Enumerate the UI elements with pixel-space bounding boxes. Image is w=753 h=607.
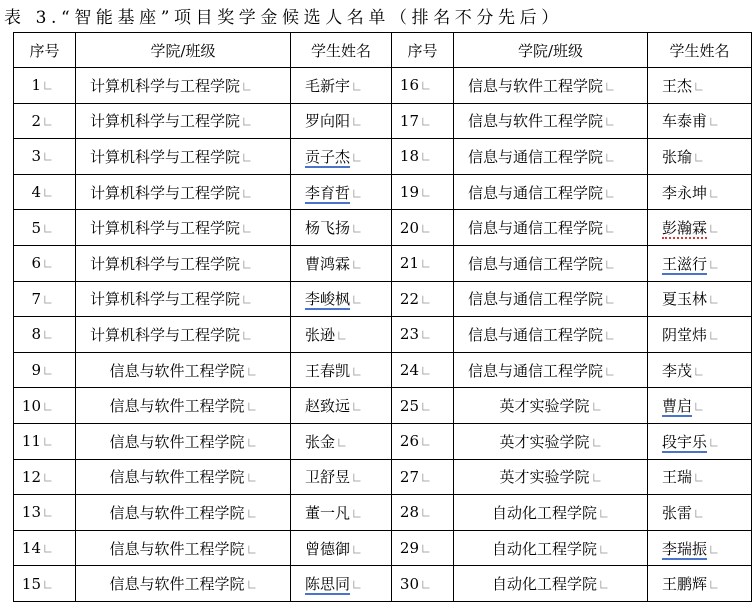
index-cell bbox=[14, 423, 76, 459]
cell-text: 信息与软件工程学院 bbox=[109, 468, 245, 487]
paragraph-mark-icon bbox=[423, 118, 430, 126]
college-cell bbox=[454, 139, 648, 175]
paragraph-mark-icon bbox=[45, 296, 52, 304]
cell-text: 24 bbox=[399, 361, 419, 380]
paragraph-mark-icon bbox=[607, 367, 614, 375]
paragraph-mark-icon bbox=[339, 438, 346, 446]
paragraph-mark-icon bbox=[607, 260, 614, 268]
college-cell bbox=[454, 281, 648, 317]
paragraph-mark-icon bbox=[45, 580, 52, 588]
cell-text: 计算机科学与工程学院 bbox=[90, 325, 241, 344]
cell-text: 陈思同 bbox=[305, 575, 351, 594]
paragraph-mark-icon bbox=[45, 118, 52, 126]
cell-text: 王滋行 bbox=[662, 254, 708, 273]
cell-text: 计算机科学与工程学院 bbox=[90, 254, 241, 273]
cell-text: 18 bbox=[399, 147, 419, 166]
college-cell bbox=[76, 423, 291, 459]
student-name-cell bbox=[648, 423, 752, 459]
cell-text: 贡子杰 bbox=[305, 147, 351, 166]
cell-text: 董一凡 bbox=[305, 503, 351, 522]
cell-text: 信息与通信工程学院 bbox=[468, 254, 604, 273]
paragraph-mark-icon bbox=[45, 153, 52, 161]
cell-text: 22 bbox=[399, 289, 419, 308]
paragraph-mark-icon bbox=[711, 260, 718, 268]
table-header-row bbox=[14, 33, 752, 68]
student-name-cell bbox=[648, 139, 752, 175]
paragraph-mark-icon bbox=[711, 296, 718, 304]
paragraph-mark-icon bbox=[244, 296, 251, 304]
index-cell bbox=[14, 245, 76, 281]
paragraph-mark-icon bbox=[601, 510, 608, 518]
paragraph-mark-icon bbox=[248, 581, 255, 589]
cell-text: 10 bbox=[21, 396, 41, 415]
cell-text: 张雷 bbox=[662, 503, 693, 522]
student-name-cell bbox=[291, 495, 392, 531]
paragraph-mark-icon bbox=[45, 473, 52, 481]
cell-text: 信息与软件工程学院 bbox=[468, 112, 604, 131]
paragraph-mark-icon bbox=[601, 581, 608, 589]
cell-text: 王杰 bbox=[662, 76, 693, 95]
paragraph-mark-icon bbox=[244, 260, 251, 268]
cell-text: 杨飞扬 bbox=[305, 219, 351, 238]
table-caption: 表 3.“智能基座”项目奖学金候选人名单（排名不分先后） bbox=[4, 8, 563, 28]
paragraph-mark-icon bbox=[244, 225, 251, 233]
paragraph-mark-icon bbox=[593, 438, 600, 446]
cell-text: 28 bbox=[399, 503, 419, 522]
paragraph-mark-icon bbox=[696, 474, 703, 482]
paragraph-mark-icon bbox=[423, 260, 430, 268]
cell-text: 14 bbox=[21, 539, 41, 558]
cell-text: 赵致远 bbox=[305, 397, 351, 416]
index-cell bbox=[14, 566, 76, 602]
cell-text: 阴堂炜 bbox=[662, 325, 708, 344]
cell-text: 计算机科学与工程学院 bbox=[90, 219, 241, 238]
cell-text: 26 bbox=[399, 432, 419, 451]
cell-text: 5 bbox=[31, 218, 41, 237]
cell-text: 信息与软件工程学院 bbox=[109, 503, 245, 522]
index-cell bbox=[392, 352, 454, 388]
college-cell bbox=[76, 352, 291, 388]
cell-text: 张金 bbox=[305, 432, 336, 451]
cell-text: 21 bbox=[399, 254, 419, 273]
college-cell bbox=[454, 352, 648, 388]
cell-text: 王春凯 bbox=[305, 361, 351, 380]
cell-text: 车泰甫 bbox=[662, 112, 708, 131]
college-cell bbox=[76, 103, 291, 139]
header-index: 序号 bbox=[14, 33, 76, 68]
cell-text: 夏玉林 bbox=[662, 290, 708, 309]
cell-text: 信息与软件工程学院 bbox=[109, 361, 245, 380]
cell-text: 信息与软件工程学院 bbox=[109, 539, 245, 558]
college-cell bbox=[76, 174, 291, 210]
paragraph-mark-icon bbox=[423, 331, 430, 339]
candidate-table bbox=[13, 32, 752, 602]
paragraph-mark-icon bbox=[423, 402, 430, 410]
paragraph-mark-icon bbox=[339, 332, 346, 340]
cell-text: 25 bbox=[399, 396, 419, 415]
cell-text: 曹鸿霖 bbox=[305, 254, 351, 273]
paragraph-mark-icon bbox=[45, 189, 52, 197]
cell-text: 李育哲 bbox=[305, 183, 351, 202]
index-cell bbox=[14, 103, 76, 139]
paragraph-mark-icon bbox=[607, 332, 614, 340]
cell-text: 3 bbox=[31, 147, 41, 166]
paragraph-mark-icon bbox=[593, 474, 600, 482]
student-name-cell bbox=[291, 245, 392, 281]
paragraph-mark-icon bbox=[711, 225, 718, 233]
cell-text: 李永坤 bbox=[662, 183, 708, 202]
cell-text: 王瑞 bbox=[662, 468, 693, 487]
cell-text: 信息与软件工程学院 bbox=[109, 432, 245, 451]
cell-text: 英才实验学院 bbox=[499, 468, 590, 487]
paragraph-mark-icon bbox=[45, 82, 52, 90]
student-name-cell bbox=[291, 530, 392, 566]
student-name-cell bbox=[291, 388, 392, 424]
table-row bbox=[14, 245, 752, 281]
paragraph-mark-icon bbox=[45, 260, 52, 268]
paragraph-mark-icon bbox=[45, 331, 52, 339]
paragraph-mark-icon bbox=[711, 118, 718, 126]
cell-text: 9 bbox=[31, 361, 41, 380]
student-name-cell bbox=[648, 317, 752, 353]
student-name-cell bbox=[648, 352, 752, 388]
paragraph-mark-icon bbox=[354, 367, 361, 375]
college-cell bbox=[76, 530, 291, 566]
college-cell bbox=[454, 317, 648, 353]
paragraph-mark-icon bbox=[244, 189, 251, 197]
cell-text: 曾德御 bbox=[305, 539, 351, 558]
college-cell bbox=[76, 388, 291, 424]
cell-text: 李瑞振 bbox=[662, 539, 708, 558]
cell-text: 自动化工程学院 bbox=[491, 575, 597, 594]
college-cell bbox=[76, 245, 291, 281]
cell-text: 计算机科学与工程学院 bbox=[90, 290, 241, 309]
table-row bbox=[14, 68, 752, 104]
header-index: 序号 bbox=[392, 33, 454, 68]
student-name-cell bbox=[648, 388, 752, 424]
paragraph-mark-icon bbox=[45, 509, 52, 517]
cell-text: 11 bbox=[21, 432, 41, 451]
paragraph-mark-icon bbox=[354, 296, 361, 304]
index-cell bbox=[14, 530, 76, 566]
index-cell bbox=[392, 103, 454, 139]
index-cell bbox=[392, 459, 454, 495]
cell-text: 30 bbox=[399, 574, 419, 593]
header-college: 学院/班级 bbox=[454, 33, 648, 68]
index-cell bbox=[392, 68, 454, 104]
paragraph-mark-icon bbox=[696, 510, 703, 518]
cell-text: 英才实验学院 bbox=[499, 397, 590, 416]
paragraph-mark-icon bbox=[607, 118, 614, 126]
paragraph-mark-icon bbox=[354, 260, 361, 268]
cell-text: 信息与通信工程学院 bbox=[468, 219, 604, 238]
cell-text: 2 bbox=[31, 111, 41, 130]
student-name-cell bbox=[648, 495, 752, 531]
cell-text: 张逊 bbox=[305, 325, 336, 344]
index-cell bbox=[14, 495, 76, 531]
paragraph-mark-icon bbox=[607, 296, 614, 304]
index-cell bbox=[392, 495, 454, 531]
cell-text: 8 bbox=[31, 325, 41, 344]
cell-text: 12 bbox=[21, 467, 41, 486]
student-name-cell bbox=[648, 68, 752, 104]
cell-text: 19 bbox=[399, 183, 419, 202]
student-name-cell bbox=[291, 68, 392, 104]
index-cell bbox=[392, 317, 454, 353]
student-name-cell bbox=[648, 530, 752, 566]
cell-text: 王鹏辉 bbox=[662, 575, 708, 594]
student-name-cell bbox=[648, 174, 752, 210]
college-cell bbox=[76, 281, 291, 317]
index-cell bbox=[14, 68, 76, 104]
paragraph-mark-icon bbox=[354, 154, 361, 162]
college-cell bbox=[76, 495, 291, 531]
paragraph-mark-icon bbox=[423, 224, 430, 232]
index-cell bbox=[14, 174, 76, 210]
paragraph-mark-icon bbox=[423, 545, 430, 553]
cell-text: 6 bbox=[31, 254, 41, 273]
cell-text: 信息与软件工程学院 bbox=[468, 76, 604, 95]
cell-text: 张瑜 bbox=[662, 147, 693, 166]
header-student-name: 学生姓名 bbox=[291, 33, 392, 68]
paragraph-mark-icon bbox=[248, 474, 255, 482]
college-cell bbox=[454, 103, 648, 139]
index-cell bbox=[392, 423, 454, 459]
student-name-cell bbox=[648, 566, 752, 602]
cell-text: 信息与软件工程学院 bbox=[109, 575, 245, 594]
paragraph-mark-icon bbox=[696, 154, 703, 162]
cell-text: 计算机科学与工程学院 bbox=[90, 183, 241, 202]
cell-text: 计算机科学与工程学院 bbox=[90, 112, 241, 131]
cell-text: 曹启 bbox=[662, 397, 693, 416]
index-cell bbox=[14, 388, 76, 424]
table-row bbox=[14, 566, 752, 602]
student-name-cell bbox=[291, 174, 392, 210]
paragraph-mark-icon bbox=[354, 118, 361, 126]
paragraph-mark-icon bbox=[711, 581, 718, 589]
paragraph-mark-icon bbox=[45, 438, 52, 446]
paragraph-mark-icon bbox=[244, 332, 251, 340]
paragraph-mark-icon bbox=[607, 82, 614, 90]
college-cell bbox=[76, 139, 291, 175]
table-row bbox=[14, 174, 752, 210]
college-cell bbox=[76, 459, 291, 495]
paragraph-mark-icon bbox=[354, 581, 361, 589]
college-cell bbox=[454, 566, 648, 602]
index-cell bbox=[392, 566, 454, 602]
cell-text: 罗向阳 bbox=[305, 112, 351, 131]
paragraph-mark-icon bbox=[423, 473, 430, 481]
cell-text: 16 bbox=[399, 76, 419, 95]
cell-text: 23 bbox=[399, 325, 419, 344]
student-name-cell bbox=[291, 459, 392, 495]
paragraph-mark-icon bbox=[248, 438, 255, 446]
college-cell bbox=[454, 210, 648, 246]
college-cell bbox=[454, 388, 648, 424]
index-cell bbox=[14, 352, 76, 388]
cell-text: 信息与通信工程学院 bbox=[468, 325, 604, 344]
paragraph-mark-icon bbox=[423, 509, 430, 517]
student-name-cell bbox=[291, 352, 392, 388]
cell-text: 信息与通信工程学院 bbox=[468, 361, 604, 380]
table-row bbox=[14, 530, 752, 566]
cell-text: 计算机科学与工程学院 bbox=[90, 147, 241, 166]
paragraph-mark-icon bbox=[696, 82, 703, 90]
cell-text: 段宇乐 bbox=[662, 432, 708, 451]
student-name-cell bbox=[291, 103, 392, 139]
header-college: 学院/班级 bbox=[76, 33, 291, 68]
student-name-cell bbox=[291, 281, 392, 317]
paragraph-mark-icon bbox=[423, 296, 430, 304]
paragraph-mark-icon bbox=[423, 367, 430, 375]
paragraph-mark-icon bbox=[354, 82, 361, 90]
cell-text: 信息与软件工程学院 bbox=[109, 397, 245, 416]
paragraph-mark-icon bbox=[711, 438, 718, 446]
table-row bbox=[14, 388, 752, 424]
paragraph-mark-icon bbox=[607, 189, 614, 197]
college-cell bbox=[76, 68, 291, 104]
table-row bbox=[14, 495, 752, 531]
college-cell bbox=[454, 495, 648, 531]
table-row bbox=[14, 210, 752, 246]
student-name-cell bbox=[291, 317, 392, 353]
paragraph-mark-icon bbox=[354, 403, 361, 411]
index-cell bbox=[392, 281, 454, 317]
college-cell bbox=[76, 317, 291, 353]
student-name-cell bbox=[648, 281, 752, 317]
college-cell bbox=[454, 68, 648, 104]
student-name-cell bbox=[648, 459, 752, 495]
cell-text: 7 bbox=[31, 289, 41, 308]
index-cell bbox=[392, 245, 454, 281]
paragraph-mark-icon bbox=[248, 367, 255, 375]
cell-text: 信息与通信工程学院 bbox=[468, 290, 604, 309]
cell-text: 彭瀚霖 bbox=[662, 219, 708, 238]
college-cell bbox=[76, 566, 291, 602]
index-cell bbox=[392, 388, 454, 424]
cell-text: 李茂 bbox=[662, 361, 693, 380]
cell-text: 信息与通信工程学院 bbox=[468, 147, 604, 166]
paragraph-mark-icon bbox=[354, 189, 361, 197]
paragraph-mark-icon bbox=[423, 580, 430, 588]
cell-text: 卫舒昱 bbox=[305, 468, 351, 487]
paragraph-mark-icon bbox=[354, 510, 361, 518]
paragraph-mark-icon bbox=[423, 438, 430, 446]
table-row bbox=[14, 352, 752, 388]
cell-text: 4 bbox=[31, 183, 41, 202]
cell-text: 自动化工程学院 bbox=[491, 539, 597, 558]
student-name-cell bbox=[291, 566, 392, 602]
paragraph-mark-icon bbox=[248, 510, 255, 518]
index-cell bbox=[392, 530, 454, 566]
table-row bbox=[14, 423, 752, 459]
college-cell bbox=[454, 174, 648, 210]
paragraph-mark-icon bbox=[711, 332, 718, 340]
paragraph-mark-icon bbox=[593, 403, 600, 411]
paragraph-mark-icon bbox=[244, 82, 251, 90]
header-student-name: 学生姓名 bbox=[648, 33, 752, 68]
table-row bbox=[14, 459, 752, 495]
paragraph-mark-icon bbox=[45, 545, 52, 553]
paragraph-mark-icon bbox=[45, 224, 52, 232]
student-name-cell bbox=[648, 103, 752, 139]
index-cell bbox=[14, 317, 76, 353]
paragraph-mark-icon bbox=[354, 225, 361, 233]
paragraph-mark-icon bbox=[601, 545, 608, 553]
college-cell bbox=[454, 530, 648, 566]
paragraph-mark-icon bbox=[45, 367, 52, 375]
paragraph-mark-icon bbox=[248, 545, 255, 553]
cell-text: 29 bbox=[399, 539, 419, 558]
index-cell bbox=[14, 459, 76, 495]
cell-text: 信息与通信工程学院 bbox=[468, 183, 604, 202]
paragraph-mark-icon bbox=[607, 225, 614, 233]
cell-text: 27 bbox=[399, 467, 419, 486]
table-row bbox=[14, 281, 752, 317]
paragraph-mark-icon bbox=[423, 189, 430, 197]
paragraph-mark-icon bbox=[696, 367, 703, 375]
student-name-cell bbox=[291, 139, 392, 175]
cell-text: 17 bbox=[399, 111, 419, 130]
cell-text: 自动化工程学院 bbox=[491, 503, 597, 522]
paragraph-mark-icon bbox=[354, 545, 361, 553]
cell-text: 毛新宇 bbox=[305, 76, 351, 95]
index-cell bbox=[392, 139, 454, 175]
paragraph-mark-icon bbox=[45, 402, 52, 410]
cell-text: 20 bbox=[399, 218, 419, 237]
table-row bbox=[14, 103, 752, 139]
paragraph-mark-icon bbox=[354, 474, 361, 482]
table-row bbox=[14, 317, 752, 353]
student-name-cell bbox=[648, 210, 752, 246]
paragraph-mark-icon bbox=[696, 403, 703, 411]
paragraph-mark-icon bbox=[244, 154, 251, 162]
paragraph-mark-icon bbox=[248, 403, 255, 411]
table-row bbox=[14, 139, 752, 175]
paragraph-mark-icon bbox=[423, 153, 430, 161]
college-cell bbox=[454, 423, 648, 459]
index-cell bbox=[392, 174, 454, 210]
index-cell bbox=[14, 210, 76, 246]
paragraph-mark-icon bbox=[711, 189, 718, 197]
index-cell bbox=[14, 281, 76, 317]
student-name-cell bbox=[291, 210, 392, 246]
paragraph-mark-icon bbox=[244, 118, 251, 126]
college-cell bbox=[76, 210, 291, 246]
paragraph-mark-icon bbox=[607, 154, 614, 162]
paragraph-mark-icon bbox=[423, 82, 430, 90]
index-cell bbox=[392, 210, 454, 246]
cell-text: 15 bbox=[21, 574, 41, 593]
index-cell bbox=[14, 139, 76, 175]
college-cell bbox=[454, 459, 648, 495]
cell-text: 李峻枫 bbox=[305, 290, 351, 309]
student-name-cell bbox=[291, 423, 392, 459]
paragraph-mark-icon bbox=[711, 545, 718, 553]
college-cell bbox=[454, 245, 648, 281]
cell-text: 计算机科学与工程学院 bbox=[90, 76, 241, 95]
cell-text: 13 bbox=[21, 503, 41, 522]
student-name-cell bbox=[648, 245, 752, 281]
cell-text: 英才实验学院 bbox=[499, 432, 590, 451]
cell-text: 1 bbox=[31, 76, 41, 95]
